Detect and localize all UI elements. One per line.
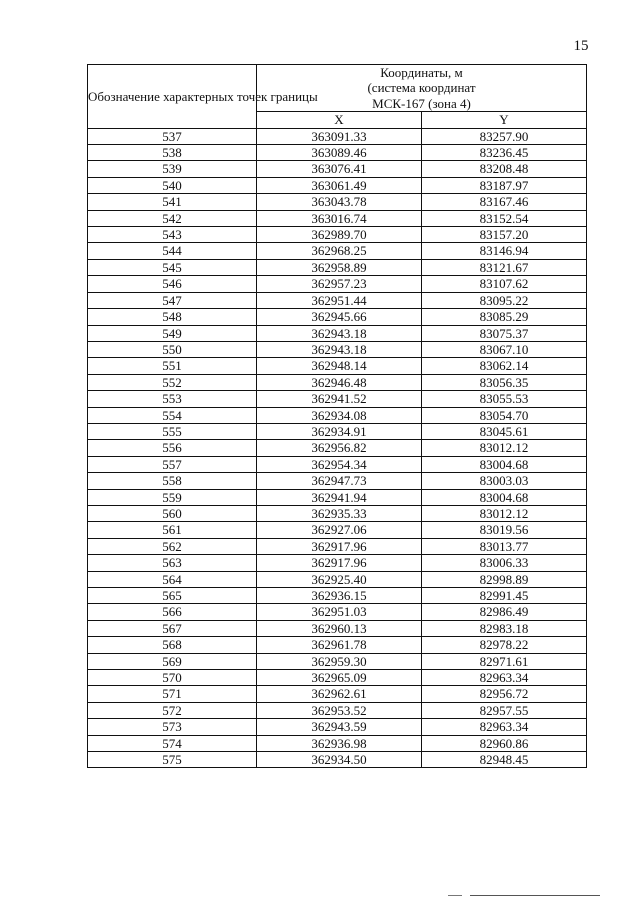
y-cell: 83152.54 [422, 210, 587, 226]
y-cell: 82963.34 [422, 670, 587, 686]
table-row [88, 735, 587, 751]
point-cell: 549 [88, 325, 257, 341]
table-row [88, 161, 587, 177]
point-cell: 574 [88, 735, 257, 751]
point-cell: 571 [88, 686, 257, 702]
table-row [88, 145, 587, 161]
table-row [88, 752, 587, 768]
header-coordinates-line3: МСК-167 (зона 4) [372, 95, 471, 111]
y-cell: 83208.48 [422, 161, 587, 177]
table-row [88, 571, 587, 587]
x-cell: 362961.78 [257, 637, 422, 653]
table-row [88, 637, 587, 653]
table-row [88, 440, 587, 456]
y-cell: 83095.22 [422, 292, 587, 308]
point-cell: 562 [88, 538, 257, 554]
header-coordinates-line1: Координаты, м [380, 65, 463, 80]
point-cell: 572 [88, 702, 257, 718]
table-row [88, 653, 587, 669]
point-cell: 542 [88, 210, 257, 226]
x-cell: 363016.74 [257, 210, 422, 226]
y-cell: 83013.77 [422, 538, 587, 554]
y-cell: 83157.20 [422, 227, 587, 243]
y-cell: 83067.10 [422, 341, 587, 357]
x-cell: 362935.33 [257, 505, 422, 521]
point-cell: 557 [88, 456, 257, 472]
point-cell: 568 [88, 637, 257, 653]
x-cell: 362945.66 [257, 309, 422, 325]
x-cell: 362948.14 [257, 358, 422, 374]
point-cell: 547 [88, 292, 257, 308]
point-cell: 561 [88, 522, 257, 538]
y-cell: 83003.03 [422, 473, 587, 489]
table-row [88, 505, 587, 521]
y-cell: 83085.29 [422, 309, 587, 325]
x-cell: 362951.03 [257, 604, 422, 620]
table-row [88, 194, 587, 210]
table-row [88, 456, 587, 472]
point-cell: 555 [88, 423, 257, 439]
x-cell: 362943.18 [257, 325, 422, 341]
point-cell: 540 [88, 177, 257, 193]
x-cell: 362917.96 [257, 555, 422, 571]
point-cell: 548 [88, 309, 257, 325]
point-cell: 564 [88, 571, 257, 587]
table-row [88, 702, 587, 718]
table-row [88, 276, 587, 292]
table-row [88, 259, 587, 275]
table-row [88, 604, 587, 620]
header-coordinates-line2: (система координат [367, 80, 476, 96]
table-row [88, 670, 587, 686]
x-cell: 362959.30 [257, 653, 422, 669]
table-row [88, 407, 587, 423]
y-cell: 83167.46 [422, 194, 587, 210]
x-cell: 362953.52 [257, 702, 422, 718]
point-cell: 560 [88, 505, 257, 521]
table-row [88, 177, 587, 193]
x-cell: 362965.09 [257, 670, 422, 686]
point-cell: 550 [88, 341, 257, 357]
table-row [88, 538, 587, 554]
table-row [88, 309, 587, 325]
y-cell: 83107.62 [422, 276, 587, 292]
point-cell: 538 [88, 145, 257, 161]
point-cell: 556 [88, 440, 257, 456]
point-cell: 570 [88, 670, 257, 686]
x-cell: 362960.13 [257, 620, 422, 636]
y-cell: 82960.86 [422, 735, 587, 751]
y-cell: 83054.70 [422, 407, 587, 423]
x-cell: 362941.52 [257, 391, 422, 407]
point-cell: 551 [88, 358, 257, 374]
point-cell: 559 [88, 489, 257, 505]
point-cell: 566 [88, 604, 257, 620]
x-cell: 362946.48 [257, 374, 422, 390]
y-cell: 83075.37 [422, 325, 587, 341]
point-cell: 544 [88, 243, 257, 259]
y-cell: 83121.67 [422, 259, 587, 275]
point-cell: 545 [88, 259, 257, 275]
point-cell: 539 [88, 161, 257, 177]
table-row [88, 473, 587, 489]
y-cell: 83257.90 [422, 128, 587, 144]
y-cell: 83056.35 [422, 374, 587, 390]
y-cell: 83012.12 [422, 440, 587, 456]
x-cell: 362927.06 [257, 522, 422, 538]
table-row [88, 522, 587, 538]
y-cell: 83012.12 [422, 505, 587, 521]
x-cell: 363061.49 [257, 177, 422, 193]
y-cell: 83055.53 [422, 391, 587, 407]
x-cell: 362934.91 [257, 423, 422, 439]
table-body [88, 128, 587, 768]
x-cell: 362957.23 [257, 276, 422, 292]
point-cell: 567 [88, 620, 257, 636]
point-cell: 573 [88, 719, 257, 735]
x-cell: 362936.98 [257, 735, 422, 751]
x-cell: 363091.33 [257, 128, 422, 144]
table-row [88, 210, 587, 226]
footer-rule [470, 895, 600, 896]
table-row [88, 128, 587, 144]
x-cell: 363089.46 [257, 145, 422, 161]
x-cell: 362954.34 [257, 456, 422, 472]
header-x: X [257, 112, 422, 128]
coordinates-table [87, 64, 587, 768]
table-row [88, 292, 587, 308]
table-row [88, 374, 587, 390]
point-cell: 575 [88, 752, 257, 768]
x-cell: 362934.08 [257, 407, 422, 423]
x-cell: 362943.59 [257, 719, 422, 735]
y-cell: 83062.14 [422, 358, 587, 374]
point-cell: 554 [88, 407, 257, 423]
y-cell: 83004.68 [422, 489, 587, 505]
y-cell: 83146.94 [422, 243, 587, 259]
point-cell: 565 [88, 588, 257, 604]
y-cell: 82998.89 [422, 571, 587, 587]
point-cell: 543 [88, 227, 257, 243]
y-cell: 82963.34 [422, 719, 587, 735]
y-cell: 83004.68 [422, 456, 587, 472]
x-cell: 362968.25 [257, 243, 422, 259]
table-header-row [88, 65, 587, 112]
x-cell: 362917.96 [257, 538, 422, 554]
x-cell: 362925.40 [257, 571, 422, 587]
point-cell: 558 [88, 473, 257, 489]
x-cell: 362947.73 [257, 473, 422, 489]
point-cell: 563 [88, 555, 257, 571]
point-cell: 546 [88, 276, 257, 292]
x-cell: 363076.41 [257, 161, 422, 177]
table-row [88, 719, 587, 735]
y-cell: 82956.72 [422, 686, 587, 702]
x-cell: 362936.15 [257, 588, 422, 604]
y-cell: 83006.33 [422, 555, 587, 571]
x-cell: 362958.89 [257, 259, 422, 275]
table-row [88, 358, 587, 374]
table-row [88, 588, 587, 604]
x-cell: 362989.70 [257, 227, 422, 243]
point-cell: 537 [88, 128, 257, 144]
header-y: Y [422, 112, 587, 128]
y-cell: 82983.18 [422, 620, 587, 636]
x-cell: 362956.82 [257, 440, 422, 456]
y-cell: 82986.49 [422, 604, 587, 620]
x-cell: 362934.50 [257, 752, 422, 768]
x-cell: 363043.78 [257, 194, 422, 210]
y-cell: 83187.97 [422, 177, 587, 193]
y-cell: 83236.45 [422, 145, 587, 161]
page-number: 15 [573, 38, 589, 54]
x-cell: 362941.94 [257, 489, 422, 505]
header-point-designation: Обозначение характерных точек границы [88, 65, 257, 129]
table-row [88, 489, 587, 505]
x-cell: 362943.18 [257, 341, 422, 357]
y-cell: 82991.45 [422, 588, 587, 604]
y-cell: 82971.61 [422, 653, 587, 669]
point-cell: 552 [88, 374, 257, 390]
table-row [88, 620, 587, 636]
table-row [88, 391, 587, 407]
y-cell: 82978.22 [422, 637, 587, 653]
table-row [88, 423, 587, 439]
x-cell: 362951.44 [257, 292, 422, 308]
table-row [88, 227, 587, 243]
table-row [88, 325, 587, 341]
point-cell: 569 [88, 653, 257, 669]
table-row [88, 686, 587, 702]
y-cell: 83019.56 [422, 522, 587, 538]
point-cell: 553 [88, 391, 257, 407]
table-row [88, 243, 587, 259]
point-cell: 541 [88, 194, 257, 210]
y-cell: 82957.55 [422, 702, 587, 718]
table-row [88, 341, 587, 357]
table-row [88, 555, 587, 571]
y-cell: 82948.45 [422, 752, 587, 768]
y-cell: 83045.61 [422, 423, 587, 439]
x-cell: 362962.61 [257, 686, 422, 702]
